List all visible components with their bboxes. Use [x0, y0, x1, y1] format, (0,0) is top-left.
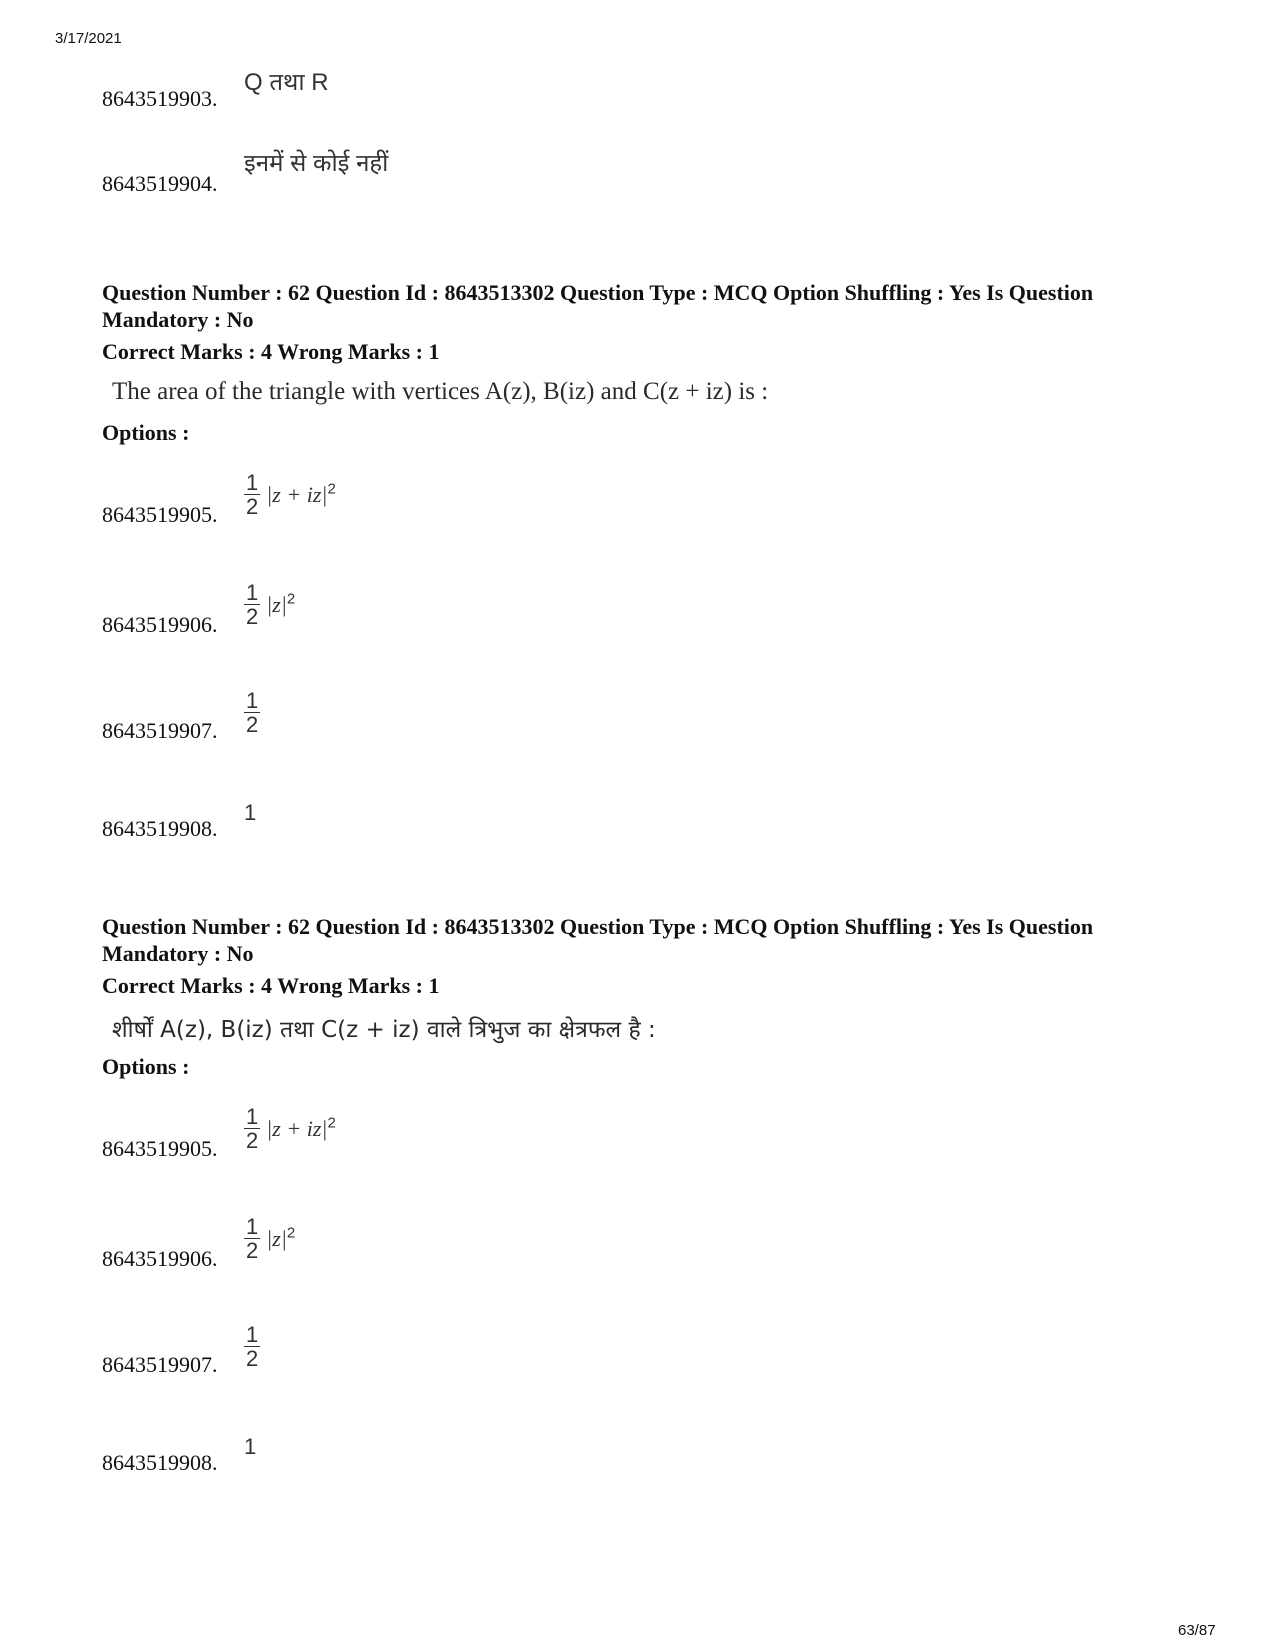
- options-label: Options :: [102, 1054, 190, 1079]
- option-row: [102, 1092, 1002, 1162]
- question-stem: The area of the triangle with vertices A(z), B(iz) and C(z + iz) is :: [112, 378, 769, 405]
- option-row: [102, 42, 1002, 112]
- option-row: [102, 127, 1002, 197]
- question-stem: शीर्षों A(z), B(iz) तथा C(z + iz) वाले त्रिभुज का क्षेत्रफल है :: [112, 1017, 656, 1043]
- expression: $|z|^2$: [266, 1224, 296, 1252]
- option-row: [102, 674, 1002, 744]
- fraction: $\frac{1}{2}$: [246, 469, 259, 519]
- option-row: [102, 568, 1002, 638]
- option-row: [102, 458, 1002, 528]
- question-marks: Correct Marks : 4 Wrong Marks : 1: [102, 973, 440, 998]
- question-marks: Correct Marks : 4 Wrong Marks : 1: [102, 339, 440, 364]
- expression: $|z|^2$: [266, 590, 296, 618]
- expression: $|z + iz|^2$: [266, 1114, 336, 1142]
- page-date: 3/17/2021: [55, 30, 122, 47]
- fraction: $\frac{1}{2}$: [246, 579, 259, 629]
- option-id: 8643519908.: [102, 1450, 218, 1475]
- page-number: 63/87: [1178, 1622, 1216, 1639]
- expression: $|z + iz|^2$: [266, 480, 336, 508]
- option-id: 8643519906.: [102, 1246, 218, 1271]
- option-row: [102, 1406, 1002, 1476]
- option-id: 8643519907.: [102, 1352, 218, 1377]
- option-row: [102, 1308, 1002, 1378]
- fraction: $\frac{1}{2}$: [246, 1103, 259, 1153]
- option-id: 8643519905.: [102, 1136, 218, 1161]
- option-row: [102, 1202, 1002, 1272]
- option-value: 1: [244, 1434, 257, 1459]
- option-id: 8643519904.: [102, 171, 218, 196]
- option-text: Q तथा R: [244, 69, 329, 96]
- fraction: $\frac{1}{2}$: [246, 1213, 259, 1263]
- option-id: 8643519907.: [102, 718, 218, 743]
- fraction: $\frac{1}{2}$: [246, 1321, 259, 1371]
- options-label: Options :: [102, 420, 190, 445]
- option-id: 8643519903.: [102, 86, 218, 111]
- fraction: $\frac{1}{2}$: [246, 687, 259, 737]
- option-value: 1: [244, 800, 257, 825]
- option-text: इनमें से कोई नहीं: [244, 150, 389, 177]
- option-row: [102, 772, 1002, 842]
- option-id: 8643519908.: [102, 816, 218, 841]
- question-header: Question Number : 62 Question Id : 8643513302 Question Type : MCQ Option Shuffling : Yes Is Question Mandatory : No: [102, 280, 1094, 332]
- option-id: 8643519905.: [102, 502, 218, 527]
- option-id: 8643519906.: [102, 612, 218, 637]
- question-header: Question Number : 62 Question Id : 8643513302 Question Type : MCQ Option Shuffling : Yes Is Question Mandatory : No: [102, 914, 1094, 966]
